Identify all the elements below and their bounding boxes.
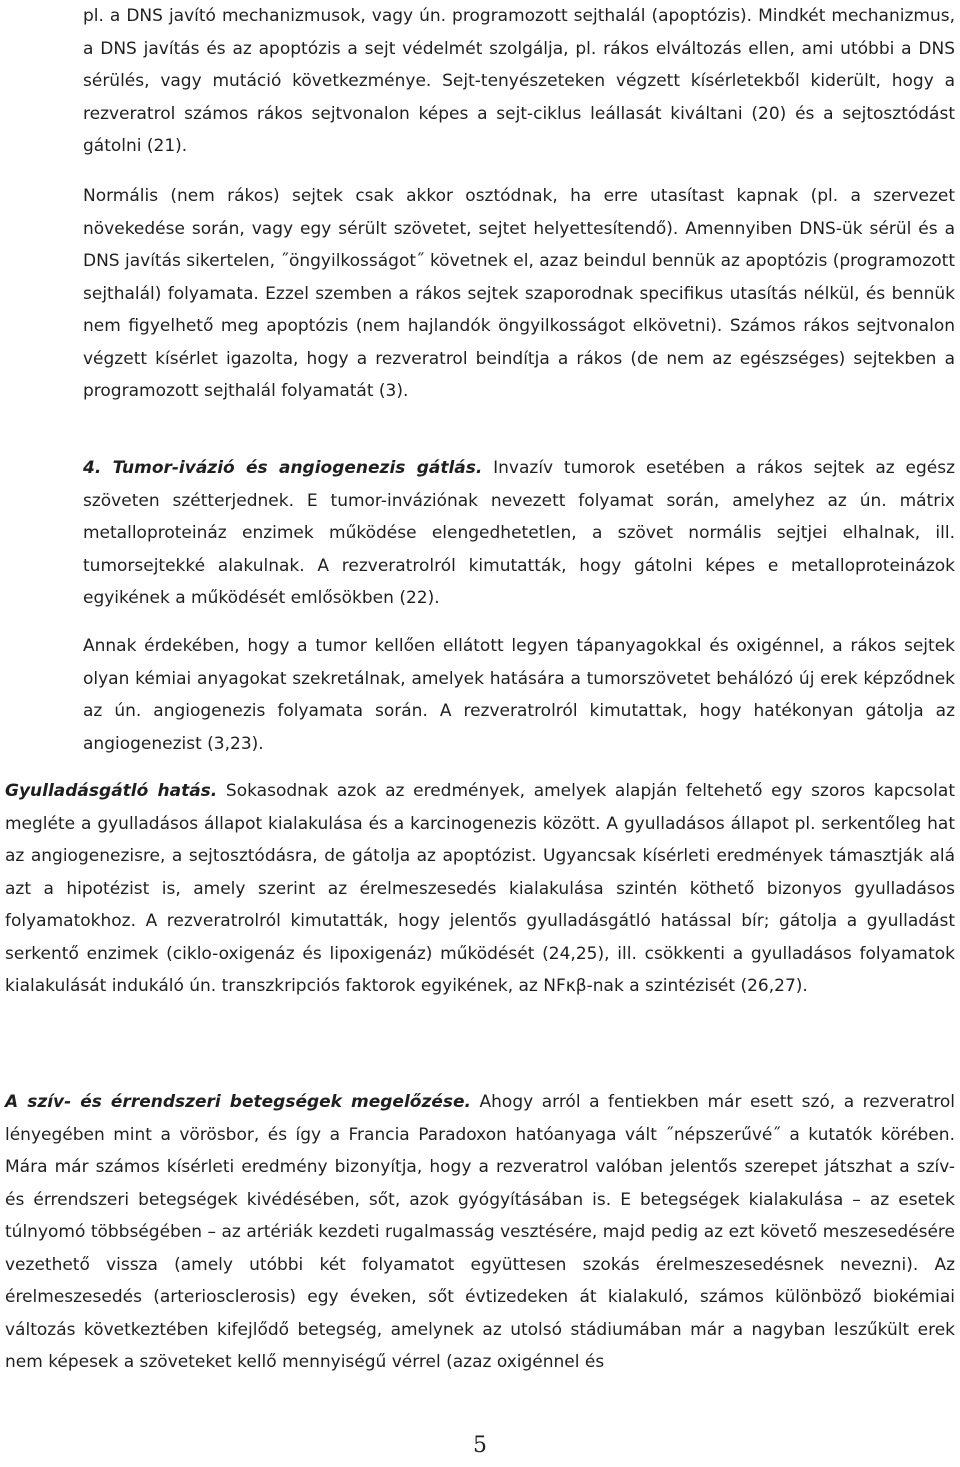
paragraph-cardiovascular (5, 1086, 955, 1379)
paragraph-normal-cells: Normális (nem rákos) sejtek csak akkor osztódnak, ha erre utasítast kapnak (pl. a szervezet növekedése során, vagy egy sérült szövetet, sejtet helyettesítendő). Amennyiben DNS-ük sérül és a DNS javítás sikertelen, ˝öngyilkosságot˝ követnek el, azaz beindul bennük az apoptózis (programozott sejthalál) folyamata. Ezzel szemben a rákos sejtek szaporodnak specifikus utasítás nélkül, és bennük nem figyelhető meg apoptózis (nem hajlandók öngyilkosságot elkövetni). Számos rákos sejtvonalon végzett kísérlet igazolta, hogy a rezveratrol beindítja a rákos (de nem az egészséges) sejtekben a programozott sejthalál folyamatát (3). (83, 186, 955, 401)
heading-cardiovascular: A szív- és érrendszeri betegségek megelőzése. (5, 1092, 471, 1112)
heading-anti-inflammatory: Gyulladásgátló hatás. (5, 781, 218, 801)
paragraph-anti-inflammatory (5, 775, 955, 1003)
paragraph-tumor-invasion (83, 452, 955, 615)
text-cardiovascular: Ahogy arról a fentiekben már esett szó, a rezveratrol lényegében mint a vörösbor, és így a Francia Paradoxon hatóanyaga vált ˝népszerűvé˝ a kutatók körében. Mára már számos kísérleti eredmény bizonyítja, hogy a rezveratrol valóban jelentős szerepet játszhat a szív- és érrendszeri betegségek kivédésében, sőt, azok gyógyításában is. E betegségek kialakulása – az esetek túlnyomó többségében – az artériák kezdeti rugalmasság vesztésére, majd pedig az ezt követő meszesedésére vezethető vissza (amely utóbbi két folyamatot együttesen szokás érelmeszesedésnek nevezni). Az érelmeszesedés (arteriosclerosis) egy éveken, sőt évtizedeken át kialakuló, számos különböző biokémiai változás következtében kifejlődő betegség, amelynek az utolsó stádiumában már a nagyban leszűkült erek nem képesek a szöveteket kellő mennyiségű vérrel (azaz oxigénnel és (5, 1092, 955, 1372)
paragraph-apoptosis-intro: pl. a DNS javító mechanizmusok, vagy ún. programozott sejthalál (apoptózis). Mindkét mechanizmus, a DNS javítás és az apoptózis a sejt védelmét szolgálja, pl. rákos elváltozás ellen, ami utóbbi a DNS sérülés, vagy mutáció következménye. Sejt-tenyészeteken végzett kísérletekből kiderült, hogy a rezveratrol számos rákos sejtvonalon képes a sejt-ciklus leállasát kiváltani (20) és a sejtosztódást gátolni (21). (83, 6, 955, 156)
text-tumor-invasion: Invazív tumorok esetében a rákos sejtek az egész szöveten szétterjednek. E tumor-inváziónak nevezett folyamat során, amelyhez az ún. mátrix metalloproteináz enzimek működése elengedhetetlen, a szövet normális sejtjei elhalnak, ill. tumorsejtekké alakulnak. A rezveratrolról kimutatták, hogy gátolni képes e metalloproteinázok egyikének a működését emlősökben (22). (83, 458, 955, 608)
text-anti-inflammatory: Sokasodnak azok az eredmények, amelyek alapján feltehető egy szoros kapcsolat megléte a gyulladásos állapot kialakulása és a karcinogenezis között. A gyulladásos állapot pl. serkentőleg hat az angiogenezisre, a sejtosztódásra, de gátolja az apoptózist. Ugyancsak kísérleti eredmények támasztják alá azt a hipotézist is, amely szerint az érelmeszesedés kialakulása szintén köthető bizonyos gyulladásos folyamatokhoz. A rezveratrolról kimutatták, hogy jelentős gyulladásgátló hatással bír; gátolja a gyulladást serkentő enzimek (ciklo-oxigenáz és lipoxigenáz) működését (24,25), ill. csökkenti a gyulladásos folyamatok kialakulását indukáló ún. transzkripciós faktorok egyikének, az NFκβ-nak a szintézisét (26,27). (5, 781, 955, 996)
paragraph-angiogenesis: Annak érdekében, hogy a tumor kellően ellátott legyen tápanyagokkal és oxigénnel, a rákos sejtek olyan kémiai anyagokat szekretálnak, amelyek hatására a tumorszövetet behálózó új erek képződnek az ún. angiogenezis folyamata során. A rezveratrolról kimutattak, hogy hatékonyan gátolja az angiogenezist (3,23). (83, 636, 955, 754)
page-number: 5 (473, 1433, 487, 1458)
heading-tumor-invasion: 4. Tumor-ivázió és angiogenezis gátlás. (83, 458, 483, 478)
